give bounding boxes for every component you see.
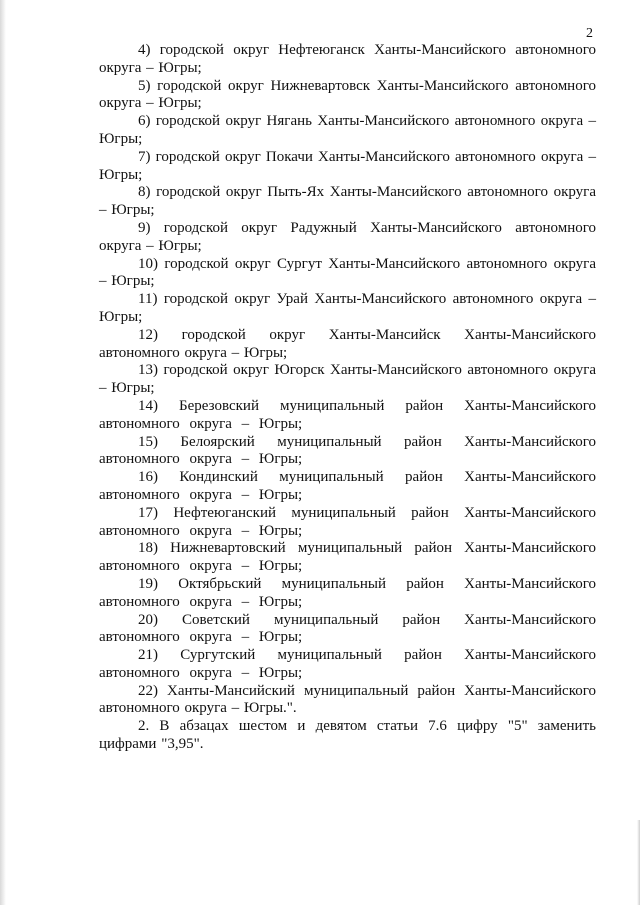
scan-left-edge (0, 0, 6, 905)
amendment-clause-2: 2. В абзацах шестом и девятом статьи 7.6 цифру "5" заменить цифрами "3,95". (99, 718, 596, 753)
list-item-21: 21) Сургутский муниципальный район Ханты-Мансийского автономного округа – Югры; (99, 647, 596, 681)
list-item-4: 4) городской округ Нефтеюганск Ханты-Мансийского автономного округа – Югры; (99, 42, 596, 76)
list-item-18: 18) Нижневартовский муниципальный район Ханты-Мансийского автономного округа – Югры; (99, 540, 596, 575)
list-item-5: 5) городской округ Нижневартовск Ханты-Мансийского автономного округа – Югры; (99, 77, 596, 112)
list-item-11: 11) городской округ Урай Ханты-Мансийского автономного округа – Югры; (99, 291, 596, 325)
list-item-22: 22) Ханты-Мансийский муниципальный район Ханты-Мансийского автономного округа – Югры.". (99, 682, 596, 717)
list-item-10: 10) городской округ Сургут Ханты-Мансийского автономного округа – Югры; (99, 255, 596, 290)
list-item-17: 17) Нефтеюганский муниципальный район Ханты-Мансийского автономного округа – Югры; (99, 504, 596, 539)
list-item-15: 15) Белоярский муниципальный район Ханты-Мансийского автономного округа – Югры; (99, 433, 596, 468)
list-item-19: 19) Октябрьский муниципальный район Ханты-Мансийского автономного округа – Югры; (99, 575, 596, 610)
list-item-12: 12) городской округ Ханты-Мансийск Ханты-Мансийского автономного округа – Югры; (99, 326, 596, 361)
list-item-16: 16) Кондинский муниципальный район Ханты-Мансийского автономного округа – Югры; (99, 469, 596, 503)
page-number: 2 (586, 26, 593, 41)
list-item-6: 6) городской округ Нягань Ханты-Мансийского автономного округа – Югры; (99, 113, 596, 147)
list-item-7: 7) городской округ Покачи Ханты-Мансийского автономного округа – Югры; (99, 148, 596, 183)
list-item-20: 20) Советский муниципальный район Ханты-Мансийского автономного округа – Югры; (99, 611, 596, 646)
document-body (99, 42, 596, 754)
list-item-14: 14) Березовский муниципальный район Ханты-Мансийского автономного округа – Югры; (99, 397, 596, 432)
list-item-13: 13) городской округ Югорск Ханты-Мансийского автономного округа – Югры; (99, 362, 596, 397)
list-item-9: 9) городской округ Радужный Ханты-Мансийского автономного округа – Югры; (99, 219, 596, 254)
list-item-8: 8) городской округ Пыть-Ях Ханты-Мансийского автономного округа – Югры; (99, 184, 596, 219)
